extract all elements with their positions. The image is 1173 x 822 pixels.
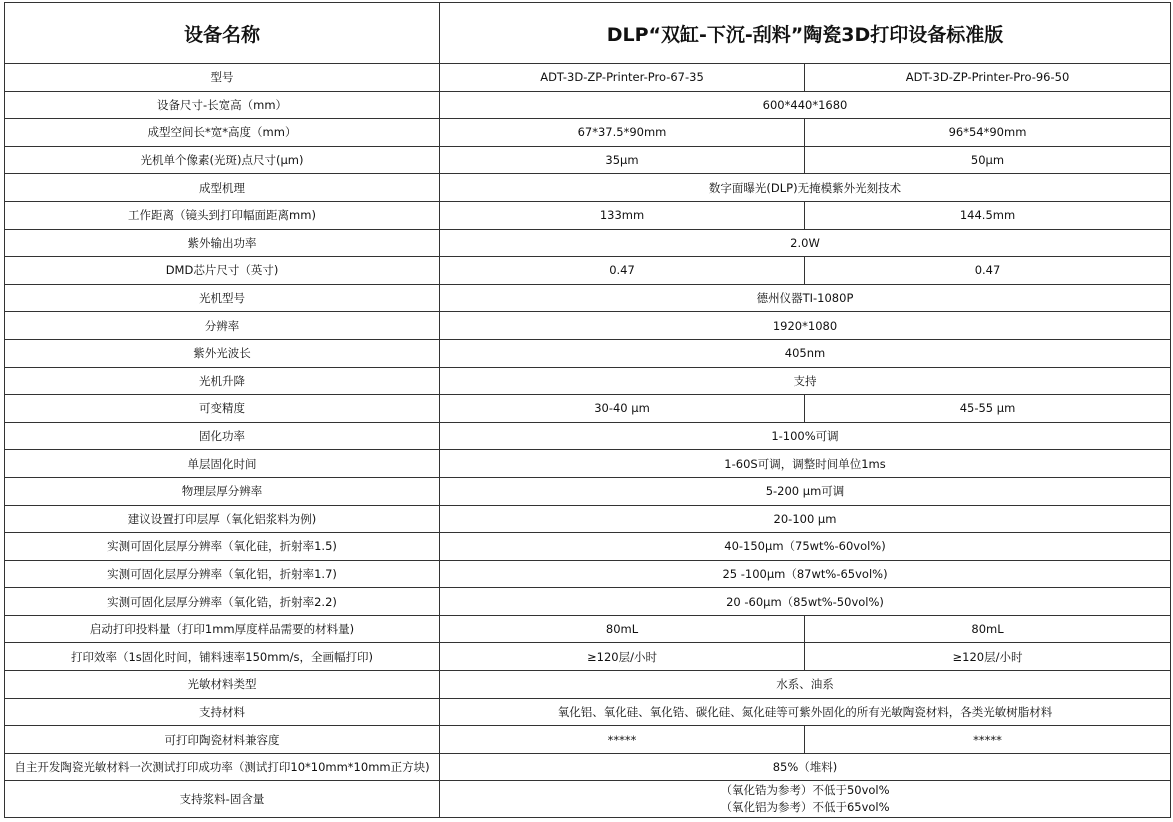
table-row	[5, 64, 1171, 92]
row-label: 设备尺寸-长宽高（mm）	[5, 91, 440, 119]
row-label: 固化功率	[5, 422, 440, 450]
row-value-model-a: 80mL	[440, 615, 805, 643]
row-value-model-a: 30-40 μm	[440, 395, 805, 423]
header-row	[5, 3, 1171, 64]
row-label: 可打印陶瓷材料兼容度	[5, 726, 440, 754]
row-value-model-b: *****	[805, 726, 1171, 754]
table-row	[5, 257, 1171, 285]
row-label: 光机型号	[5, 284, 440, 312]
row-label: 光敏材料类型	[5, 671, 440, 699]
row-value: 1-60S可调，调整时间单位1ms	[440, 450, 1171, 478]
row-label: 紫外输出功率	[5, 229, 440, 257]
table-row	[5, 367, 1171, 395]
row-value-model-a: 0.47	[440, 257, 805, 285]
row-value-model-b: ≥120层/小时	[805, 643, 1171, 671]
value-line: （氧化锆为参考）不低于50vol%	[720, 783, 890, 798]
header-model-title: DLP“双缸-下沉-刮料”陶瓷3D打印设备标准版	[440, 3, 1171, 64]
row-label: 光机升降	[5, 367, 440, 395]
row-value-model-a: 35μm	[440, 146, 805, 174]
row-label: 可变精度	[5, 395, 440, 423]
row-label: 支持材料	[5, 698, 440, 726]
row-label: 自主开发陶瓷光敏材料一次测试打印成功率（测试打印10*10mm*10mm正方块)	[5, 753, 440, 781]
row-value-model-b: ADT-3D-ZP-Printer-Pro-96-50	[805, 64, 1171, 92]
row-value: 氧化铝、氧化硅、氧化锆、碳化硅、氮化硅等可紫外固化的所有光敏陶瓷材料，各类光敏树脂材料	[440, 698, 1171, 726]
row-label: 启动打印投料量（打印1mm厚度样品需要的材料量)	[5, 615, 440, 643]
row-value: 20-100 μm	[440, 505, 1171, 533]
row-value: 20 -60μm（85wt%-50vol%)	[440, 588, 1171, 616]
spec-table	[4, 2, 1171, 818]
table-row	[5, 588, 1171, 616]
row-label: DMD芯片尺寸（英寸)	[5, 257, 440, 285]
row-value: 水系、油系	[440, 671, 1171, 699]
table-row	[5, 560, 1171, 588]
table-row	[5, 201, 1171, 229]
table-row	[5, 781, 1171, 818]
row-label: 实测可固化层厚分辨率（氧化硅，折射率1.5)	[5, 533, 440, 561]
table-row	[5, 698, 1171, 726]
table-row	[5, 671, 1171, 699]
row-label: 实测可固化层厚分辨率（氧化锆，折射率2.2)	[5, 588, 440, 616]
row-value-model-a: 133mm	[440, 201, 805, 229]
table-row	[5, 643, 1171, 671]
row-value: 5-200 μm可调	[440, 477, 1171, 505]
table-row	[5, 422, 1171, 450]
table-row	[5, 395, 1171, 423]
table-row	[5, 312, 1171, 340]
row-label: 紫外光波长	[5, 339, 440, 367]
row-value: 2.0W	[440, 229, 1171, 257]
row-label: 分辨率	[5, 312, 440, 340]
row-value: 40-150μm（75wt%-60vol%)	[440, 533, 1171, 561]
row-value-model-b: 144.5mm	[805, 201, 1171, 229]
table-row	[5, 339, 1171, 367]
table-row	[5, 477, 1171, 505]
row-value-model-b: 50μm	[805, 146, 1171, 174]
table-row	[5, 753, 1171, 781]
table-row	[5, 726, 1171, 754]
row-label: 工作距离（镜头到打印幅面距离mm)	[5, 201, 440, 229]
value-line: （氧化铝为参考）不低于65vol%	[720, 800, 890, 815]
row-value: 1-100%可调	[440, 422, 1171, 450]
row-value	[440, 781, 1171, 818]
row-value: 85%（堆料)	[440, 753, 1171, 781]
row-label: 实测可固化层厚分辨率（氧化铝，折射率1.7)	[5, 560, 440, 588]
row-value: 数字面曝光(DLP)无掩模紫外光刻技术	[440, 174, 1171, 202]
row-value-model-a: 67*37.5*90mm	[440, 119, 805, 147]
row-label: 型号	[5, 64, 440, 92]
row-label: 打印效率（1s固化时间，铺料速率150mm/s，全画幅打印)	[5, 643, 440, 671]
row-value: 支持	[440, 367, 1171, 395]
row-label: 物理层厚分辨率	[5, 477, 440, 505]
table-row	[5, 533, 1171, 561]
row-label: 成型空间长*宽*高度（mm）	[5, 119, 440, 147]
row-value: 405nm	[440, 339, 1171, 367]
header-name-label: 设备名称	[5, 3, 440, 64]
table-row	[5, 615, 1171, 643]
table-row	[5, 146, 1171, 174]
row-value: 1920*1080	[440, 312, 1171, 340]
row-label: 建议设置打印层厚（氧化铝浆料为例)	[5, 505, 440, 533]
row-value-model-b: 0.47	[805, 257, 1171, 285]
row-value: 25 -100μm（87wt%-65vol%)	[440, 560, 1171, 588]
row-label: 光机单个像素(光斑)点尺寸(μm)	[5, 146, 440, 174]
row-value-model-a: ADT-3D-ZP-Printer-Pro-67-35	[440, 64, 805, 92]
table-row	[5, 119, 1171, 147]
table-row	[5, 229, 1171, 257]
row-label: 成型机理	[5, 174, 440, 202]
table-row	[5, 284, 1171, 312]
row-value: 德州仪器TI-1080P	[440, 284, 1171, 312]
table-row	[5, 505, 1171, 533]
table-row	[5, 91, 1171, 119]
table-row	[5, 174, 1171, 202]
row-value: 600*440*1680	[440, 91, 1171, 119]
row-value-model-a: *****	[440, 726, 805, 754]
row-value-model-b: 96*54*90mm	[805, 119, 1171, 147]
row-label: 单层固化时间	[5, 450, 440, 478]
table-row	[5, 450, 1171, 478]
row-value-model-a: ≥120层/小时	[440, 643, 805, 671]
row-label: 支持浆料-固含量	[5, 781, 440, 818]
row-value-model-b: 80mL	[805, 615, 1171, 643]
row-value-model-b: 45-55 μm	[805, 395, 1171, 423]
